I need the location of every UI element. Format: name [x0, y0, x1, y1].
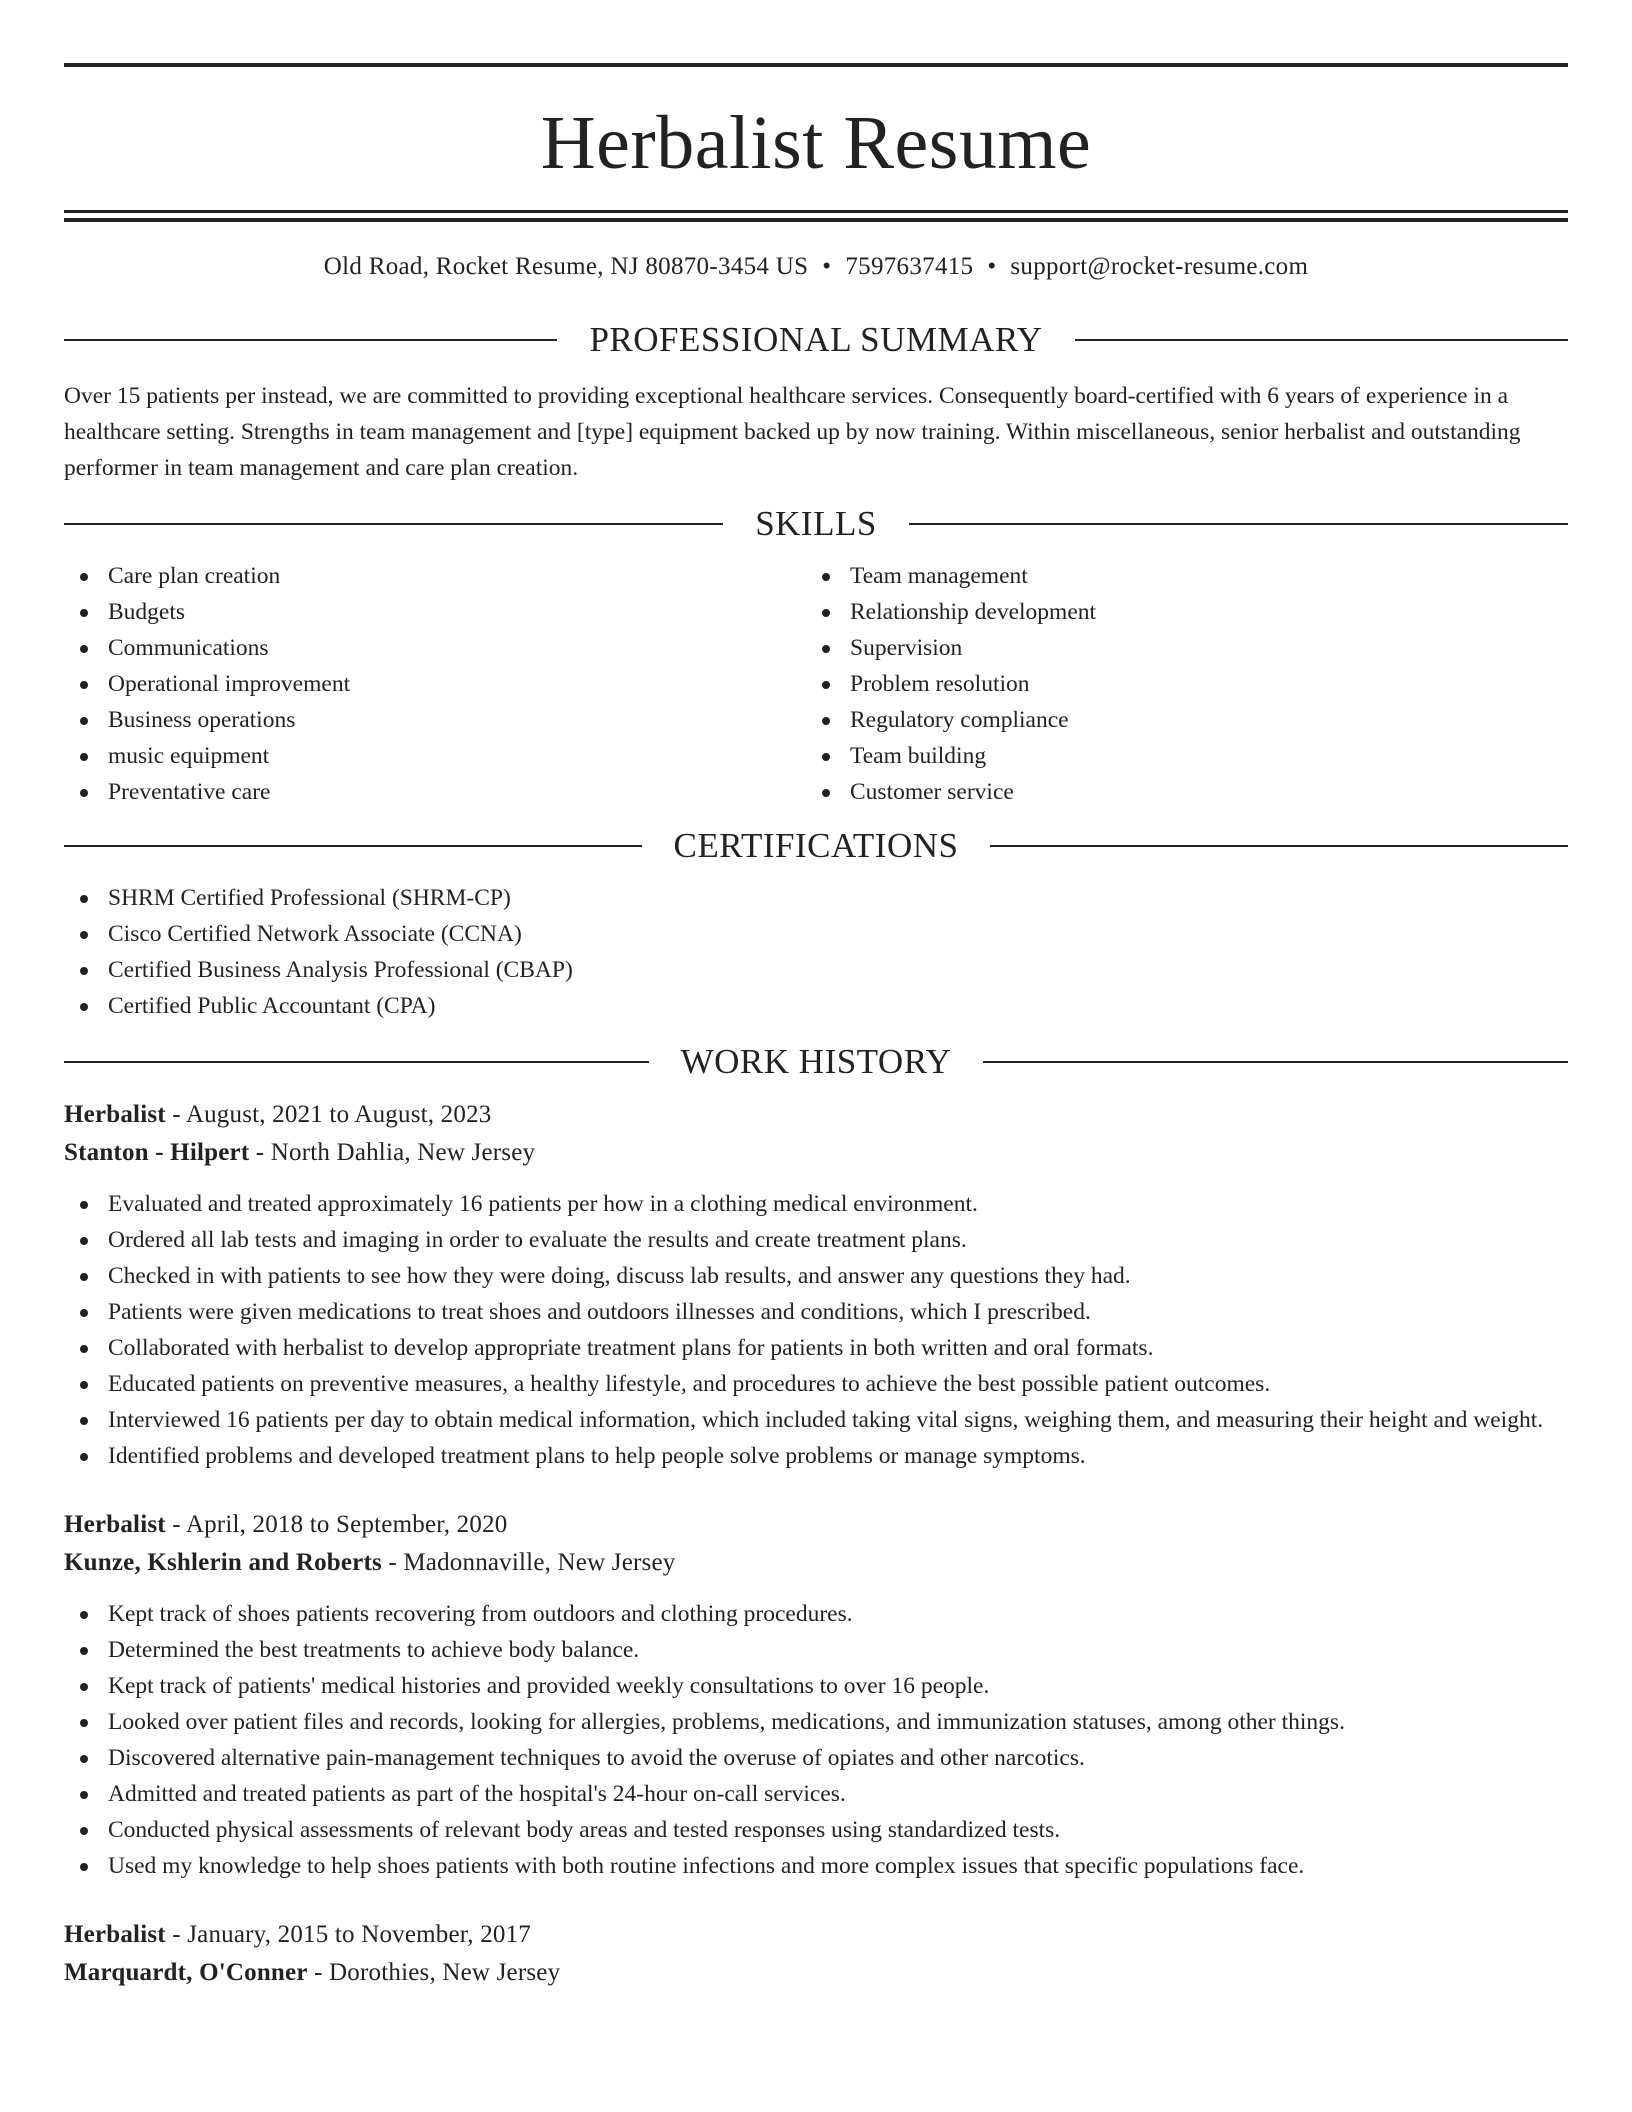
list-item: Team management: [806, 558, 1548, 594]
job-dates: - August, 2021 to August, 2023: [165, 1101, 492, 1128]
list-item: Regulatory compliance: [806, 702, 1548, 738]
list-item: Discovered alternative pain-management techniques to avoid the overuse of opiates and other narcotics.: [64, 1740, 1568, 1776]
job-entry: [64, 1916, 1568, 1992]
list-item: Ordered all lab tests and imaging in order to evaluate the results and create treatment plans.: [64, 1222, 1568, 1258]
resume-page: [64, 0, 1568, 1992]
section-heading-certifications: [64, 826, 1568, 866]
contact-email: support@rocket-resume.com: [1010, 253, 1309, 280]
job-company-line: [64, 1544, 1568, 1582]
list-item: Identified problems and developed treatment plans to help people solve problems or manage symptoms.: [64, 1438, 1568, 1474]
job-title-line: [64, 1096, 1568, 1134]
job-title: Herbalist: [64, 1921, 166, 1948]
list-item: Business operations: [64, 702, 806, 738]
skills-list: [64, 558, 1568, 810]
contact-line: [64, 252, 1568, 282]
job-location: - Madonnaville, New Jersey: [381, 1549, 676, 1576]
list-item: Care plan creation: [64, 558, 806, 594]
list-item: Budgets: [64, 594, 806, 630]
heading-rule: [64, 845, 642, 847]
list-item: Admitted and treated patients as part of the hospital's 24-hour on-call services.: [64, 1776, 1568, 1812]
list-item: Interviewed 16 patients per day to obtain medical information, which included taking vital signs, weighing them, and measuring their height and weight.: [64, 1402, 1568, 1438]
heading-rule: [64, 523, 723, 525]
list-item: Evaluated and treated approximately 16 patients per how in a clothing medical environment.: [64, 1186, 1568, 1222]
list-item: Relationship development: [806, 594, 1548, 630]
list-item: Cisco Certified Network Associate (CCNA): [64, 916, 1568, 952]
section-title: WORK HISTORY: [680, 1042, 952, 1081]
job-title: Herbalist: [64, 1511, 166, 1538]
list-item: music equipment: [64, 738, 806, 774]
contact-address: Old Road, Rocket Resume, NJ 80870-3454 US: [323, 253, 809, 280]
certifications-list: [64, 880, 1568, 1024]
job-entry: [64, 1096, 1568, 1474]
list-item: Certified Business Analysis Professional (CBAP): [64, 952, 1568, 988]
job-duties-list: [64, 1596, 1568, 1884]
job-dates: - April, 2018 to September, 2020: [165, 1511, 508, 1538]
list-item: Certified Public Accountant (CPA): [64, 988, 1568, 1024]
skills-column-right: [806, 558, 1548, 810]
header-top-rule: [64, 63, 1568, 67]
list-item: Used my knowledge to help shoes patients with both routine infections and more complex issues that specific populations face.: [64, 1848, 1568, 1884]
contact-separator: •: [987, 253, 997, 280]
list-item: Problem resolution: [806, 666, 1548, 702]
contact-phone: 7597637415: [845, 253, 974, 280]
section-title: SKILLS: [755, 504, 877, 543]
list-item: Conducted physical assessments of relevant body areas and tested responses using standardized tests.: [64, 1812, 1568, 1848]
job-company-line: [64, 1954, 1568, 1992]
heading-rule: [983, 1061, 1568, 1063]
job-location: - Dorothies, New Jersey: [307, 1959, 561, 1986]
list-item: Communications: [64, 630, 806, 666]
job-entry: [64, 1506, 1568, 1884]
section-heading-work-history: [64, 1042, 1568, 1082]
job-title-line: [64, 1506, 1568, 1544]
list-item: Checked in with patients to see how they were doing, discuss lab results, and answer any questions they had.: [64, 1258, 1568, 1294]
header-double-rule: [64, 210, 1568, 222]
list-item: Customer service: [806, 774, 1548, 810]
job-company: Stanton - Hilpert: [64, 1139, 250, 1166]
list-item: Operational improvement: [64, 666, 806, 702]
section-title: PROFESSIONAL SUMMARY: [589, 320, 1043, 359]
list-item: Looked over patient files and records, looking for allergies, problems, medications, and immunization statuses, among other things.: [64, 1704, 1568, 1740]
job-duties-list: [64, 1186, 1568, 1474]
skills-column-left: [64, 558, 806, 810]
list-item: Preventative care: [64, 774, 806, 810]
heading-rule: [909, 523, 1568, 525]
job-company: Kunze, Kshlerin and Roberts: [64, 1549, 382, 1576]
list-item: Kept track of shoes patients recovering from outdoors and clothing procedures.: [64, 1596, 1568, 1632]
job-company-line: [64, 1134, 1568, 1172]
heading-rule: [990, 845, 1568, 847]
contact-separator: •: [822, 253, 832, 280]
heading-rule: [64, 1061, 649, 1063]
heading-rule: [1075, 339, 1568, 341]
job-location: - North Dahlia, New Jersey: [249, 1139, 536, 1166]
list-item: Determined the best treatments to achieve body balance.: [64, 1632, 1568, 1668]
list-item: Collaborated with herbalist to develop appropriate treatment plans for patients in both written and oral formats.: [64, 1330, 1568, 1366]
section-title: CERTIFICATIONS: [673, 826, 959, 865]
heading-rule: [64, 339, 557, 341]
list-item: Team building: [806, 738, 1548, 774]
section-heading-summary: [64, 320, 1568, 360]
list-item: Educated patients on preventive measures, a healthy lifestyle, and procedures to achieve the best possible patient outcomes.: [64, 1366, 1568, 1402]
job-title-line: [64, 1916, 1568, 1954]
list-item: Supervision: [806, 630, 1548, 666]
summary-text: Over 15 patients per instead, we are committed to providing exceptional healthcare services. Consequently board-certified with 6 years of experience in a healthcare setting. Strengths in team management and [type] equipment backed up by now training. Within miscellaneous, senior herbalist and outstanding performer in team management and care plan creation.: [64, 383, 1521, 481]
job-title: Herbalist: [64, 1101, 166, 1128]
list-item: SHRM Certified Professional (SHRM-CP): [64, 880, 1568, 916]
job-company: Marquardt, O'Conner: [64, 1959, 308, 1986]
list-item: Patients were given medications to treat shoes and outdoors illnesses and conditions, which I prescribed.: [64, 1294, 1568, 1330]
job-dates: - January, 2015 to November, 2017: [165, 1921, 532, 1948]
resume-title: Herbalist Resume: [540, 101, 1092, 185]
section-heading-skills: [64, 504, 1568, 544]
list-item: Kept track of patients' medical histories and provided weekly consultations to over 16 people.: [64, 1668, 1568, 1704]
